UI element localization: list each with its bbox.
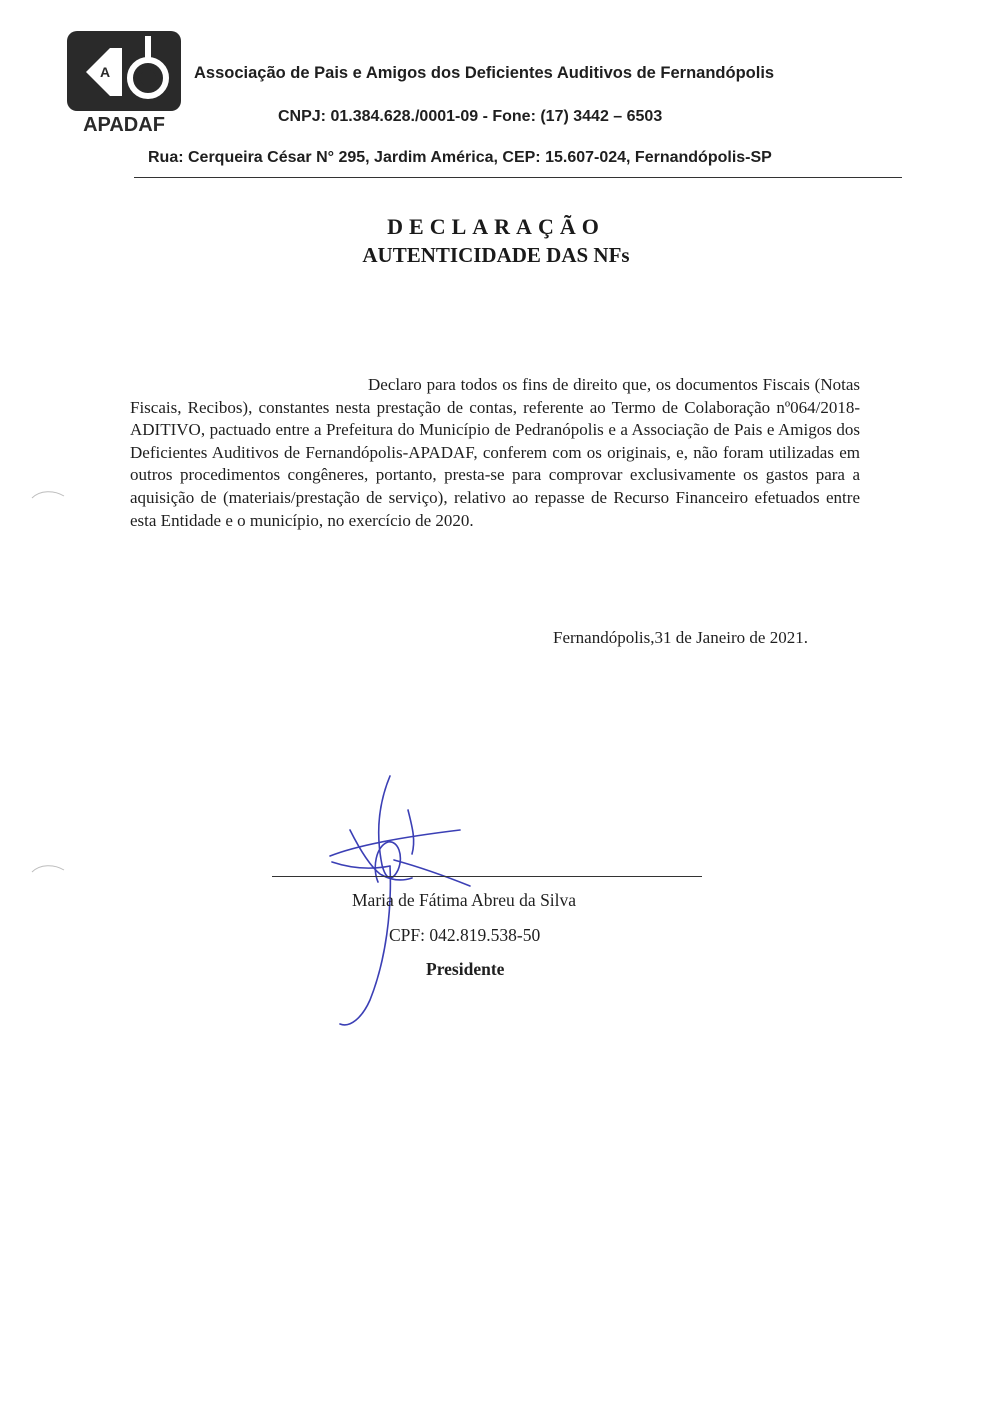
organization-cnpj-phone: CNPJ: 01.384.628./0001-09 - Fone: (17) 3442 – 6503: [278, 108, 663, 125]
document-subtitle: AUTENTICIDADE DAS NFs: [362, 243, 630, 267]
scan-mark-icon: [30, 488, 66, 500]
signer-role: Presidente: [426, 959, 505, 979]
declaration-body: Declaro para todos os fins de direito que, os documentos Fiscais (Notas Fiscais, Recibos), constantes nesta prestação de contas, referente ao Termo de Colaboração nº064/2018-ADITIVO, pactuado entre a Prefeitura do Município de Pedranópolis e a Associação de Pais e Amigos dos Deficientes Auditivos de Fernandópolis-APADAF, conferem com os originais, e, não foram utilizadas em outros procedimentos congêneres, portanto, presta-se para comprovar exclusivamente os gastos para a aquisição de (materiais/prestação de serviço), relativo ao repasse de Recurso Financeiro efetuados entre esta Entidade e o município, no exercício de 2020.: [130, 375, 860, 530]
organization-name: Associação de Pais e Amigos dos Deficientes Auditivos de Fernandópolis: [194, 64, 775, 82]
date-line: Fernandópolis,31 de Janeiro de 2021.: [553, 628, 808, 647]
header-divider: [134, 177, 902, 178]
signature-line: [272, 876, 702, 877]
signer-name: Maria de Fátima Abreu da Silva: [352, 890, 577, 910]
apadaf-logo: [66, 30, 182, 134]
logo-text: APADAF: [83, 114, 165, 134]
logo-letter-a-icon: A: [100, 64, 111, 80]
signer-cpf: CPF: 042.819.538-50: [389, 925, 541, 945]
organization-address: Rua: Cerqueira César N° 295, Jardim América, CEP: 15.607-024, Fernandópolis-SP: [148, 149, 772, 166]
scan-mark-icon: [30, 862, 66, 874]
document-title: DECLARAÇÃO: [387, 214, 605, 239]
